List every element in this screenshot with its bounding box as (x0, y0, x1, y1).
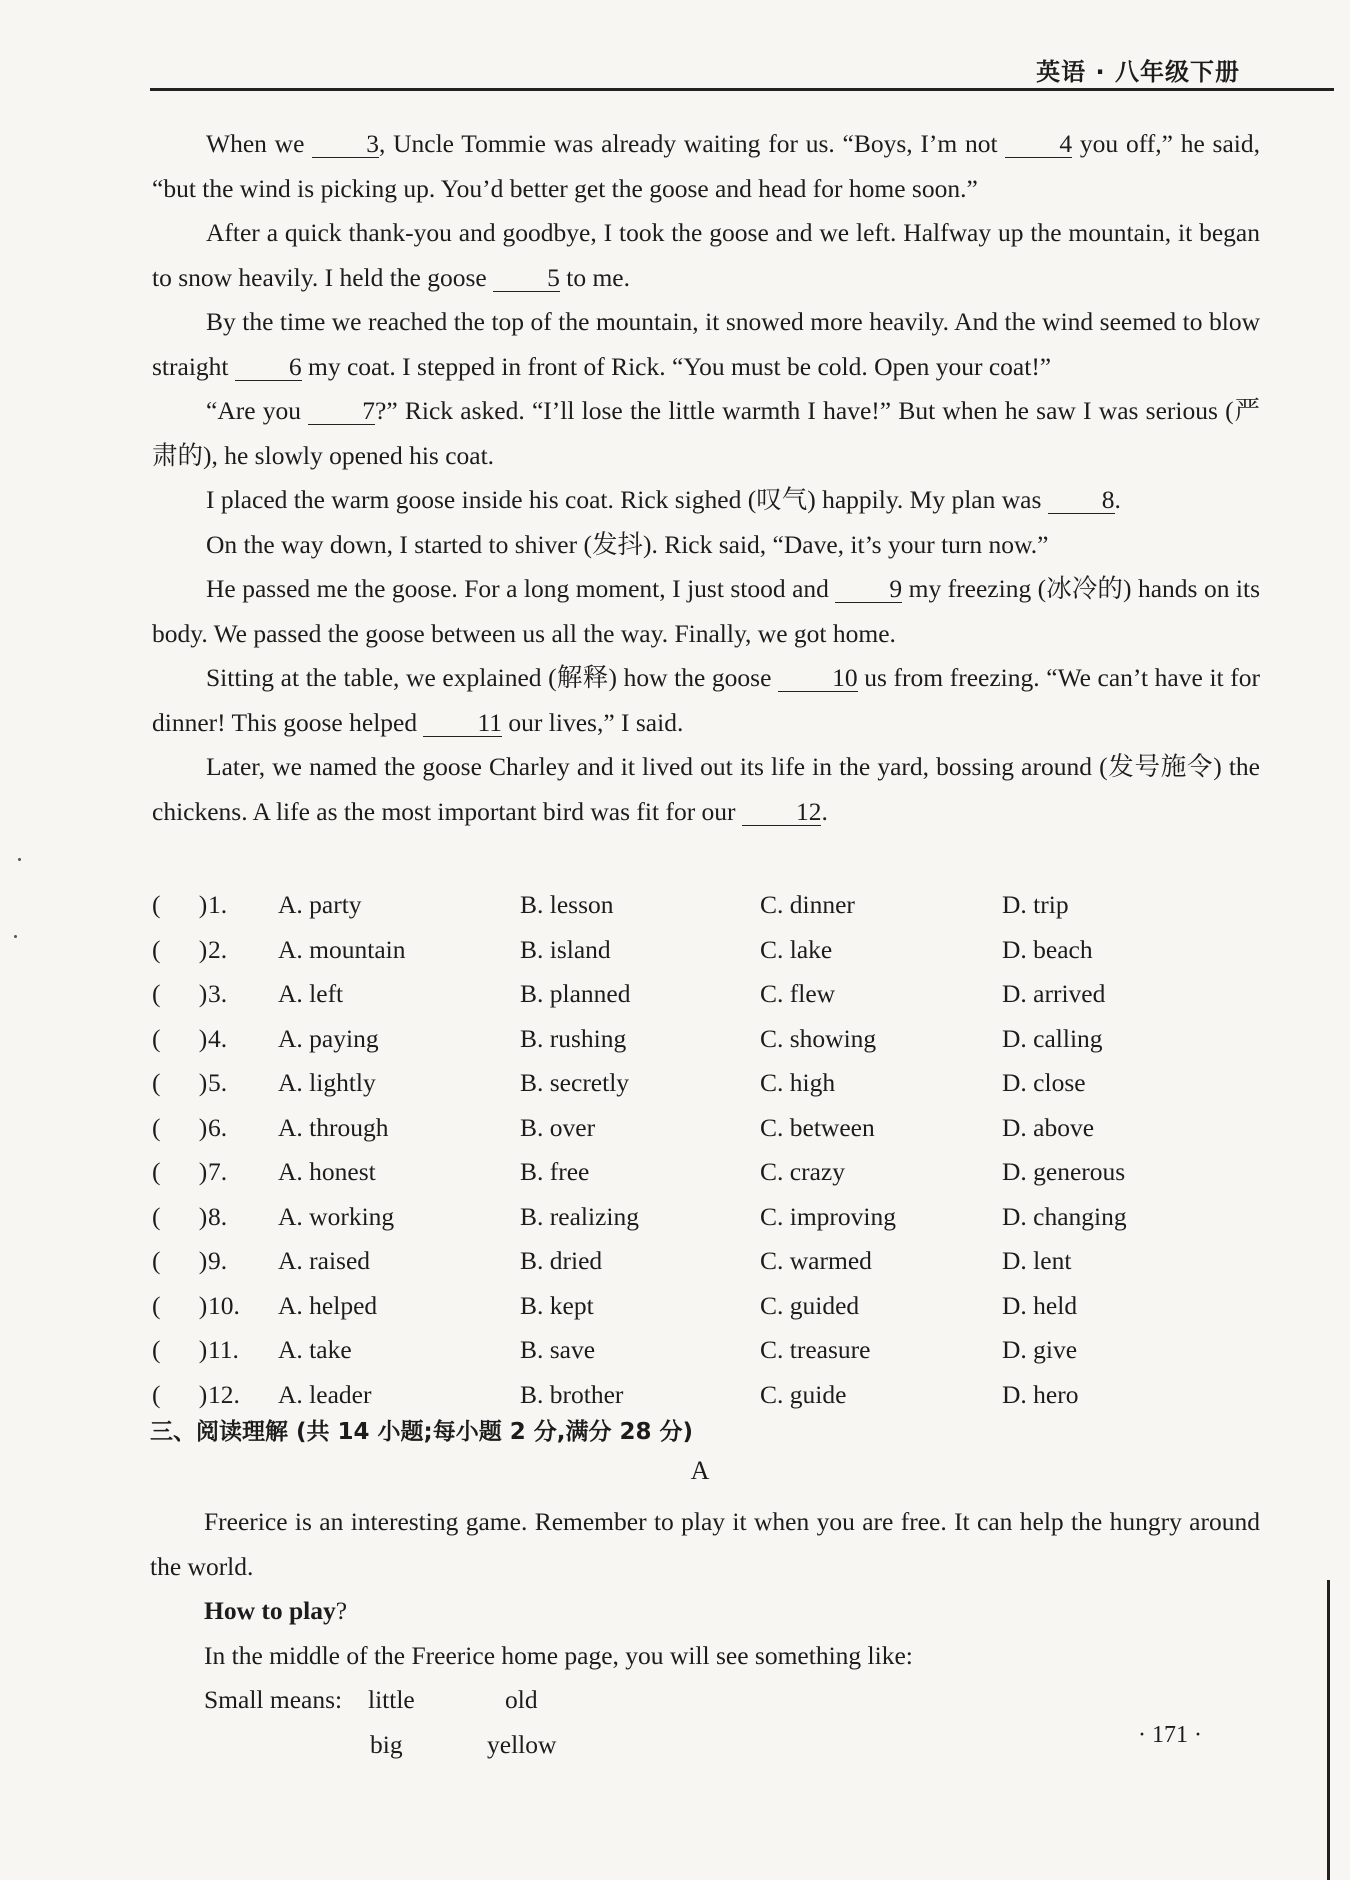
option-c: C. showing (760, 1023, 877, 1053)
question-number: 12. (208, 1379, 240, 1409)
option-a: A. through (278, 1112, 389, 1142)
question-number: 3. (208, 979, 228, 1008)
option-row (152, 1328, 1262, 1373)
how-to-play-heading: How to play (204, 1596, 336, 1625)
question-number: 9. (208, 1246, 228, 1275)
passage-text: On the way down, I started to shiver (发抖). Rick said, “Dave, it’s your turn now.” (206, 529, 1049, 559)
option-b: B. kept (520, 1290, 594, 1320)
option-a: A. helped (278, 1290, 378, 1320)
option-a: A. left (278, 979, 344, 1008)
reading-intro: Freerice is an interesting game. Remember to play it when you are free. It can help the hungry around the world. (150, 1507, 1260, 1581)
section-subheading: A (690, 1456, 710, 1485)
option-row (152, 1373, 1262, 1418)
question-number: 8. (208, 1201, 228, 1231)
cloze-passage (152, 122, 1260, 834)
passage-paragraph (152, 745, 1260, 834)
passage-text: our lives,” I said. (502, 707, 684, 737)
option-row (152, 1239, 1262, 1284)
passage-paragraph (152, 656, 1260, 745)
passage-text: ?” Rick asked. “I’ll lose the little warmth I have!” But when he saw I was serious (严肃的), he slowly opened his coat. (152, 396, 1260, 470)
option-d: D. held (1002, 1290, 1078, 1320)
option-b: B. realizing (520, 1201, 639, 1231)
passage-text: , Uncle Tommie was already waiting for us. “Boys, I’m not (378, 129, 1006, 158)
word-option: little (368, 1685, 415, 1714)
passage-text: “Are you (206, 396, 309, 425)
reading-passage (150, 1500, 1260, 1767)
answer-paren: ( ) (152, 1157, 208, 1186)
answer-paren: ( ) (152, 890, 208, 919)
option-row (152, 1106, 1262, 1151)
option-row (152, 1150, 1262, 1195)
passage-text: He passed me the goose. For a long moment, I just stood and (206, 574, 836, 603)
passage-paragraph (152, 389, 1260, 478)
word-option: old (505, 1685, 538, 1714)
option-b: B. secretly (520, 1068, 630, 1097)
header-title: 英语 · 八年级下册 (1036, 58, 1240, 86)
option-a: A. party (278, 890, 362, 919)
passage-text: my coat. I stepped in front of Rick. “You must be cold. Open your coat!” (301, 351, 1052, 381)
page-number: · 171 · (1138, 1722, 1202, 1748)
option-c: C. improving (760, 1201, 897, 1231)
option-a: A. paying (278, 1023, 379, 1053)
option-b: B. over (520, 1112, 596, 1142)
small-means-row (150, 1678, 1260, 1723)
passage-paragraph (152, 211, 1260, 300)
answer-paren: ( ) (152, 934, 208, 964)
word-option: yellow (487, 1729, 557, 1759)
passage-text: When we (206, 129, 313, 158)
answer-blank: 11 (423, 710, 502, 737)
answer-blank: 9 (835, 576, 902, 603)
option-row (152, 1017, 1262, 1062)
option-d: D. trip (1002, 890, 1069, 919)
option-c: C. dinner (760, 890, 855, 919)
passage-text: Sitting at the table, we explained (解释) how the goose (206, 663, 779, 692)
answer-blank: 5 (493, 265, 560, 292)
option-d: D. give (1002, 1335, 1078, 1364)
option-d: D. changing (1002, 1201, 1127, 1231)
option-d: D. hero (1002, 1379, 1079, 1409)
answer-paren: ( ) (152, 1068, 208, 1097)
question-number: 7. (208, 1157, 228, 1186)
passage-paragraph (152, 300, 1260, 389)
option-c: C. guide (760, 1379, 847, 1409)
answer-paren: ( ) (152, 1201, 208, 1231)
option-row (152, 1284, 1262, 1329)
option-a: A. leader (278, 1379, 372, 1409)
option-d: D. calling (1002, 1023, 1103, 1053)
option-a: A. honest (278, 1157, 376, 1186)
passage-paragraph (152, 478, 1260, 523)
word-option: big (370, 1729, 403, 1759)
option-row (152, 883, 1262, 928)
how-to-play-line (150, 1589, 1260, 1634)
passage-text: I placed the warm goose inside his coat. Rick sighed (叹气) happily. My plan was (206, 485, 1048, 514)
answer-blank: 6 (235, 354, 302, 381)
scan-speck (14, 935, 17, 938)
answer-paren: ( ) (152, 1246, 208, 1275)
option-row (152, 1195, 1262, 1240)
passage-text: us from freezing. “We can’t have it for dinner! This goose helped (152, 663, 1260, 737)
answer-blank: 3 (312, 131, 379, 158)
small-means-row-2 (150, 1723, 1260, 1768)
small-means-label: Small means: (204, 1685, 343, 1714)
question-number: 1. (208, 890, 228, 919)
option-b: B. rushing (520, 1023, 627, 1053)
question-number: 10. (208, 1290, 240, 1320)
answer-paren: ( ) (152, 979, 208, 1008)
option-b: B. planned (520, 979, 631, 1008)
answer-paren: ( ) (152, 1112, 208, 1142)
answer-paren: ( ) (152, 1023, 208, 1053)
passage-text: my freezing (冰冷的) hands on its body. We passed the goose between us all the way. Finally, we got home. (152, 574, 1260, 648)
answer-paren: ( ) (152, 1335, 208, 1364)
answer-blank: 8 (1048, 487, 1115, 514)
option-a: A. take (278, 1335, 352, 1364)
option-c: C. guided (760, 1290, 860, 1320)
cloze-options (152, 883, 1262, 1417)
option-c: C. flew (760, 979, 836, 1008)
option-a: A. lightly (278, 1068, 376, 1097)
option-b: B. dried (520, 1246, 603, 1275)
option-b: B. brother (520, 1379, 624, 1409)
answer-blank: 4 (1005, 131, 1072, 158)
passage-text: you off,” he said, “but the wind is picking up. You’d better get the goose and head for home soon.” (152, 129, 1261, 203)
option-c: C. treasure (760, 1335, 871, 1364)
answer-blank: 10 (778, 665, 858, 692)
answer-paren: ( ) (152, 1290, 208, 1320)
passage-text: to me. (559, 262, 630, 292)
option-c: C. lake (760, 934, 833, 964)
question-number: 11. (208, 1335, 239, 1364)
option-a: A. working (278, 1201, 395, 1231)
option-c: C. high (760, 1068, 836, 1097)
passage-text: Later, we named the goose Charley and it lived out its life in the yard, bossing around (发号施令) the chickens. A life as the most important bird was fit for our (152, 752, 1260, 826)
option-c: C. crazy (760, 1157, 845, 1186)
passage-paragraph (152, 523, 1260, 568)
passage-text: . (1114, 485, 1121, 514)
header-rule (150, 88, 1334, 91)
answer-paren: ( ) (152, 1379, 208, 1409)
option-d: D. close (1002, 1068, 1086, 1097)
how-to-play-qmark: ? (335, 1596, 348, 1625)
question-number: 6. (208, 1112, 228, 1142)
option-b: B. lesson (520, 890, 614, 919)
option-d: D. arrived (1002, 979, 1106, 1008)
option-a: A. mountain (278, 934, 406, 964)
question-number: 5. (208, 1068, 228, 1097)
question-number: 2. (208, 934, 228, 964)
answer-blank: 12 (742, 799, 822, 826)
section-heading: 三、阅读理解 (共 14 小题;每小题 2 分,满分 28 分) (150, 1419, 694, 1445)
reading-middle-line: In the middle of the Freerice home page, you will see something like: (204, 1640, 913, 1670)
option-c: C. between (760, 1112, 875, 1142)
option-d: D. lent (1002, 1246, 1072, 1275)
option-a: A. raised (278, 1246, 371, 1275)
option-d: D. beach (1002, 934, 1093, 964)
option-row (152, 928, 1262, 973)
page-edge-line (1327, 1580, 1330, 1880)
passage-paragraph (152, 122, 1260, 211)
option-b: B. save (520, 1335, 596, 1364)
option-d: D. above (1002, 1112, 1095, 1142)
passage-paragraph (152, 567, 1260, 656)
passage-text: After a quick thank-you and goodbye, I took the goose and we left. Halfway up the mountain, it began to snow heavily. I held the goose (152, 218, 1260, 292)
option-b: B. island (520, 934, 611, 964)
question-number: 4. (208, 1023, 228, 1053)
answer-blank: 7 (308, 398, 375, 425)
option-c: C. warmed (760, 1246, 872, 1275)
option-b: B. free (520, 1157, 590, 1186)
scan-speck (18, 858, 21, 861)
option-d: D. generous (1002, 1157, 1126, 1186)
option-row (152, 1061, 1262, 1106)
option-row (152, 972, 1262, 1017)
passage-text: . (821, 796, 828, 826)
passage-text: By the time we reached the top of the mountain, it snowed more heavily. And the wind seemed to blow straight (152, 307, 1260, 381)
